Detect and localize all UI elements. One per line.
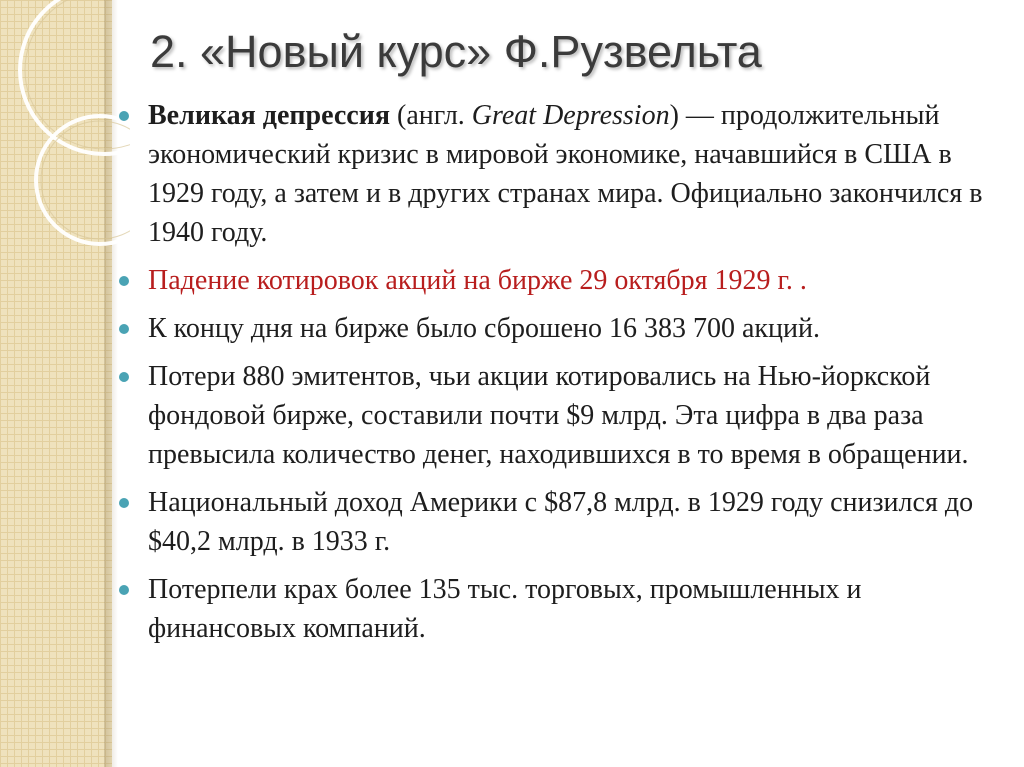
decorative-circles xyxy=(0,0,130,260)
bullet-issuer-losses: Потери 880 эмитентов, чьи акции котировались на Нью-йоркской фондовой бирже, составили почти $9 млрд. Эта цифра в два раза превысила количество денег, находившихся в то время в обращении. xyxy=(116,357,996,474)
term-definition: ) — продолжительный экономический кризис в мировой экономике, начавшийся в США в 1929 году, а затем и в других странах мира. Официально закончился в 1940 году. xyxy=(148,100,983,248)
term-great-depression: Великая депрессия xyxy=(148,100,391,131)
bullet-great-depression xyxy=(116,96,996,252)
term-lang-prefix: (англ. xyxy=(390,100,472,131)
slide-title: 2. «Новый курс» Ф.Рузвельта xyxy=(150,26,762,77)
bullet-national-income: Национальный доход Америки с $87,8 млрд. в 1929 году снизился до $40,2 млрд. в 1933 г. xyxy=(116,483,996,561)
bullet-list xyxy=(116,96,996,657)
bullet-shares-dumped: К концу дня на бирже было сброшено 16 383 700 акций. xyxy=(116,309,996,348)
term-english: Great Depression xyxy=(471,100,670,131)
bullet-company-collapse: Потерпели крах более 135 тыс. торговых, промышленных и финансовых компаний. xyxy=(116,570,996,648)
bullet-stock-crash: Падение котировок акций на бирже 29 октября 1929 г. . xyxy=(116,261,996,300)
